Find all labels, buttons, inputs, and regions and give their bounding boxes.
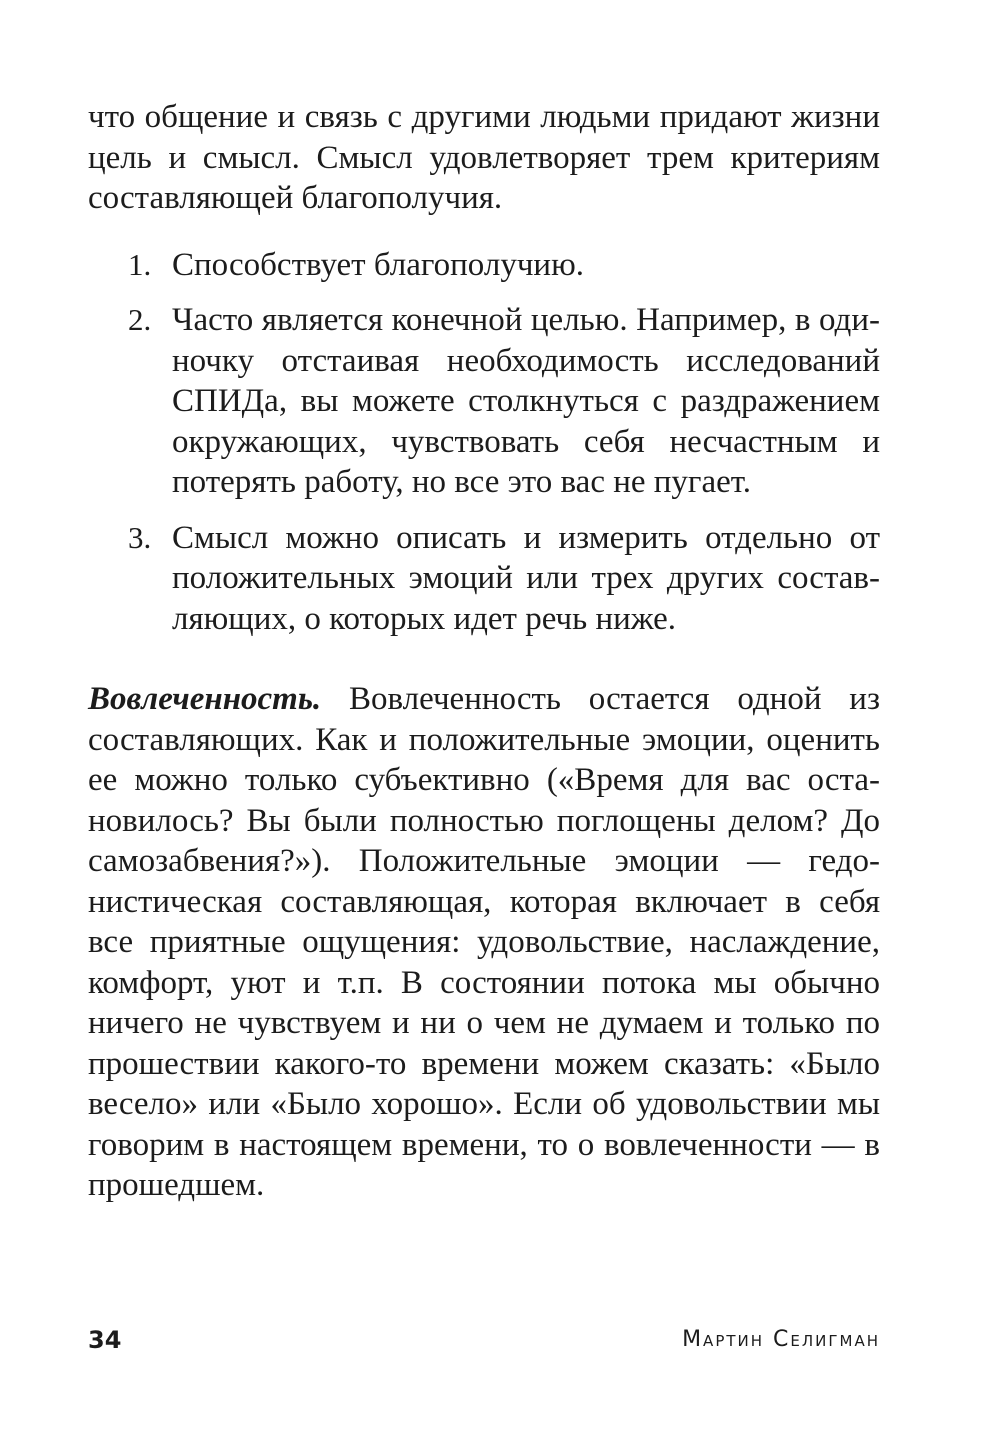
intro-paragraph: что общение и связь с другими людьми придают жизни цель и смысл. Смысл удовлетворяет трем критериям составляющей благополучия.	[88, 99, 880, 216]
engagement-text: Вовлеченность остается одной из составляющих. Как и положительные эмоции, оценить ее можно только субъективно («Время для вас остановилось? Вы были полностью поглощены делом? До самозабвения?»). Положительные эмоции — гедонистическая составляющая, которая включает в себя все приятные ощущения: удовольствие, наслаждение, комфорт, уют и т.п. В состоянии потока мы обычно ничего не чувствуем и ни о чем не думаем и только по прошествии какого-то времени можем сказать: «Было весело» или «Было хорошо». Если об удовольствии мы говорим в настоящем времени, то о вовлеченности — в прошедшем.	[88, 681, 881, 1203]
page-number: 34	[88, 1326, 122, 1354]
page-footer	[88, 1322, 880, 1362]
engagement-lead: Вовлеченность.	[88, 681, 322, 717]
list-item	[88, 245, 880, 286]
list-item-text: Способствует благополучию.	[172, 246, 584, 283]
list-item-number: 2.	[128, 302, 152, 337]
list-item-number: 3.	[128, 519, 152, 555]
running-head-author: Мартин Селигман	[682, 1327, 880, 1352]
list-item-text: Смысл можно описать и измерить отдельно от положительных эмоций или трех других составляющих, о которых идет речь ниже.	[172, 519, 880, 637]
list-item-text: Часто является конечной целью. Например, в одиночку отстаивая необходимость исследований СПИДа, вы можете столкнуться с раздражением окружающих, чувствовать себя несчастным и потерять работу, но все это вас не пугает.	[172, 302, 880, 500]
page-body	[88, 97, 880, 1206]
list-item	[88, 518, 880, 640]
criteria-list	[88, 245, 880, 640]
list-item-number: 1.	[128, 246, 152, 282]
engagement-paragraph	[88, 679, 880, 1206]
list-item	[88, 300, 880, 503]
